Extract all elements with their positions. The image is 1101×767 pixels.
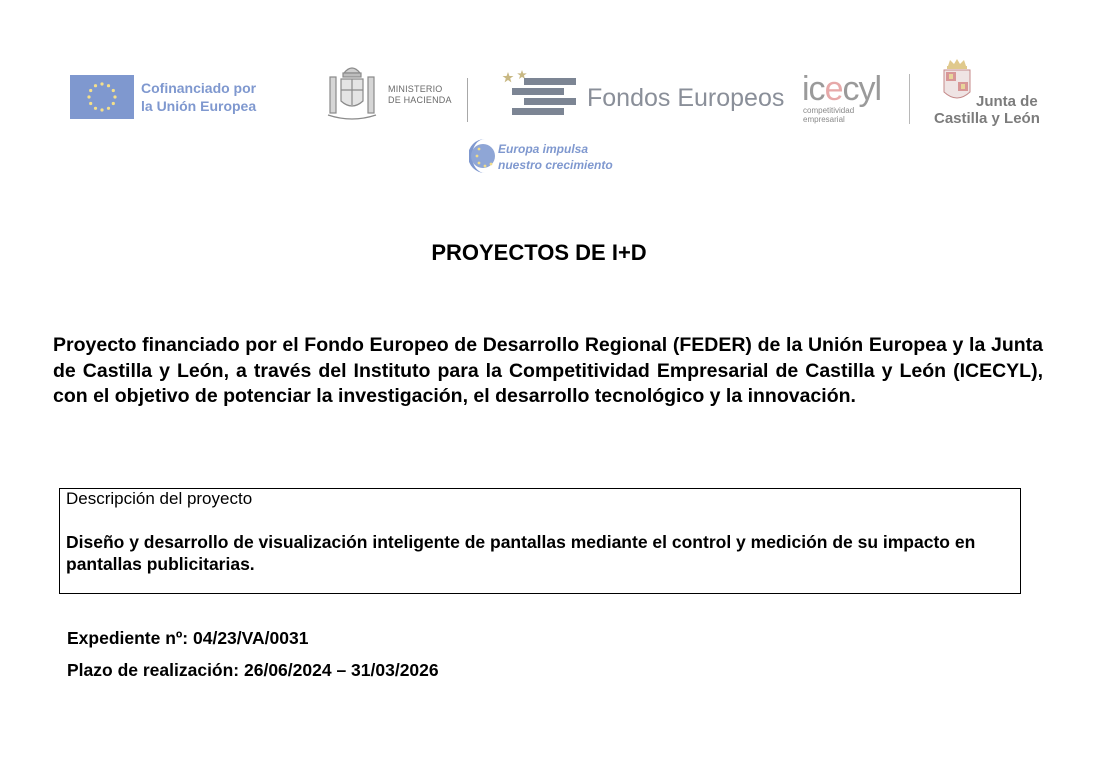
description-body: Diseño y desarrollo de visualización inteligente de pantallas mediante el control y medición de su impacto en pantallas publicitarias.	[66, 532, 976, 574]
europa-line1: Europa impulsa	[498, 142, 589, 156]
icecyl-sub-line2: empresarial	[803, 115, 845, 124]
europa-line2: nuestro crecimiento	[498, 158, 613, 172]
ministerio-line2: DE HACIENDA	[388, 95, 452, 105]
icecyl-ic: ic	[802, 70, 825, 108]
page-title: PROYECTOS DE I+D	[431, 240, 647, 265]
plazo-realizacion: Plazo de realización: 26/06/2024 – 31/03/2026	[67, 660, 439, 680]
logo-divider	[467, 78, 468, 122]
icecyl-logo-word	[802, 71, 881, 107]
eu-flag-logo	[70, 75, 134, 119]
ministerio-line1: MINISTERIO	[388, 84, 443, 94]
funding-paragraph: Proyecto financiado por el Fondo Europeo de Desarrollo Regional (FEDER) de la Unión Europea y la Junta de Castilla y León, a través del Instituto para la Competitividad Empresarial de Castilla y León (ICECYL), con el objetivo de potenciar la investigación, el desarrollo tecnológico y la innovación.	[53, 334, 1043, 407]
icecyl-sub-line1: competitividad	[803, 106, 855, 115]
expediente-number: Expediente nº: 04/23/VA/0031	[67, 628, 309, 648]
ministerio-hacienda-label	[388, 84, 452, 106]
icecyl-subtitle	[803, 106, 854, 124]
eu-text-line1: Cofinanciado por	[141, 80, 257, 96]
eu-stars-icon	[70, 75, 134, 119]
eu-text-line2: la Unión Europea	[141, 98, 257, 114]
spain-coat-of-arms-icon	[326, 63, 378, 123]
fondos-europeos-mark-icon	[502, 68, 578, 122]
jcyl-line1: Junta de	[976, 93, 1038, 110]
europa-globe-icon	[469, 137, 501, 175]
eu-cofinanced-label	[141, 79, 256, 115]
europa-impulsa-label	[498, 141, 613, 173]
icecyl-e: e	[824, 70, 843, 108]
fondos-europeos-label: Fondos Europeos	[587, 84, 785, 112]
icecyl-cyl: cyl	[842, 70, 882, 108]
junta-castilla-leon-label	[934, 93, 1040, 127]
logo-divider	[909, 74, 910, 124]
project-description-box	[59, 488, 1021, 594]
jcyl-line2: Castilla y León	[934, 110, 1040, 127]
description-heading: Descripción del proyecto	[66, 489, 253, 508]
